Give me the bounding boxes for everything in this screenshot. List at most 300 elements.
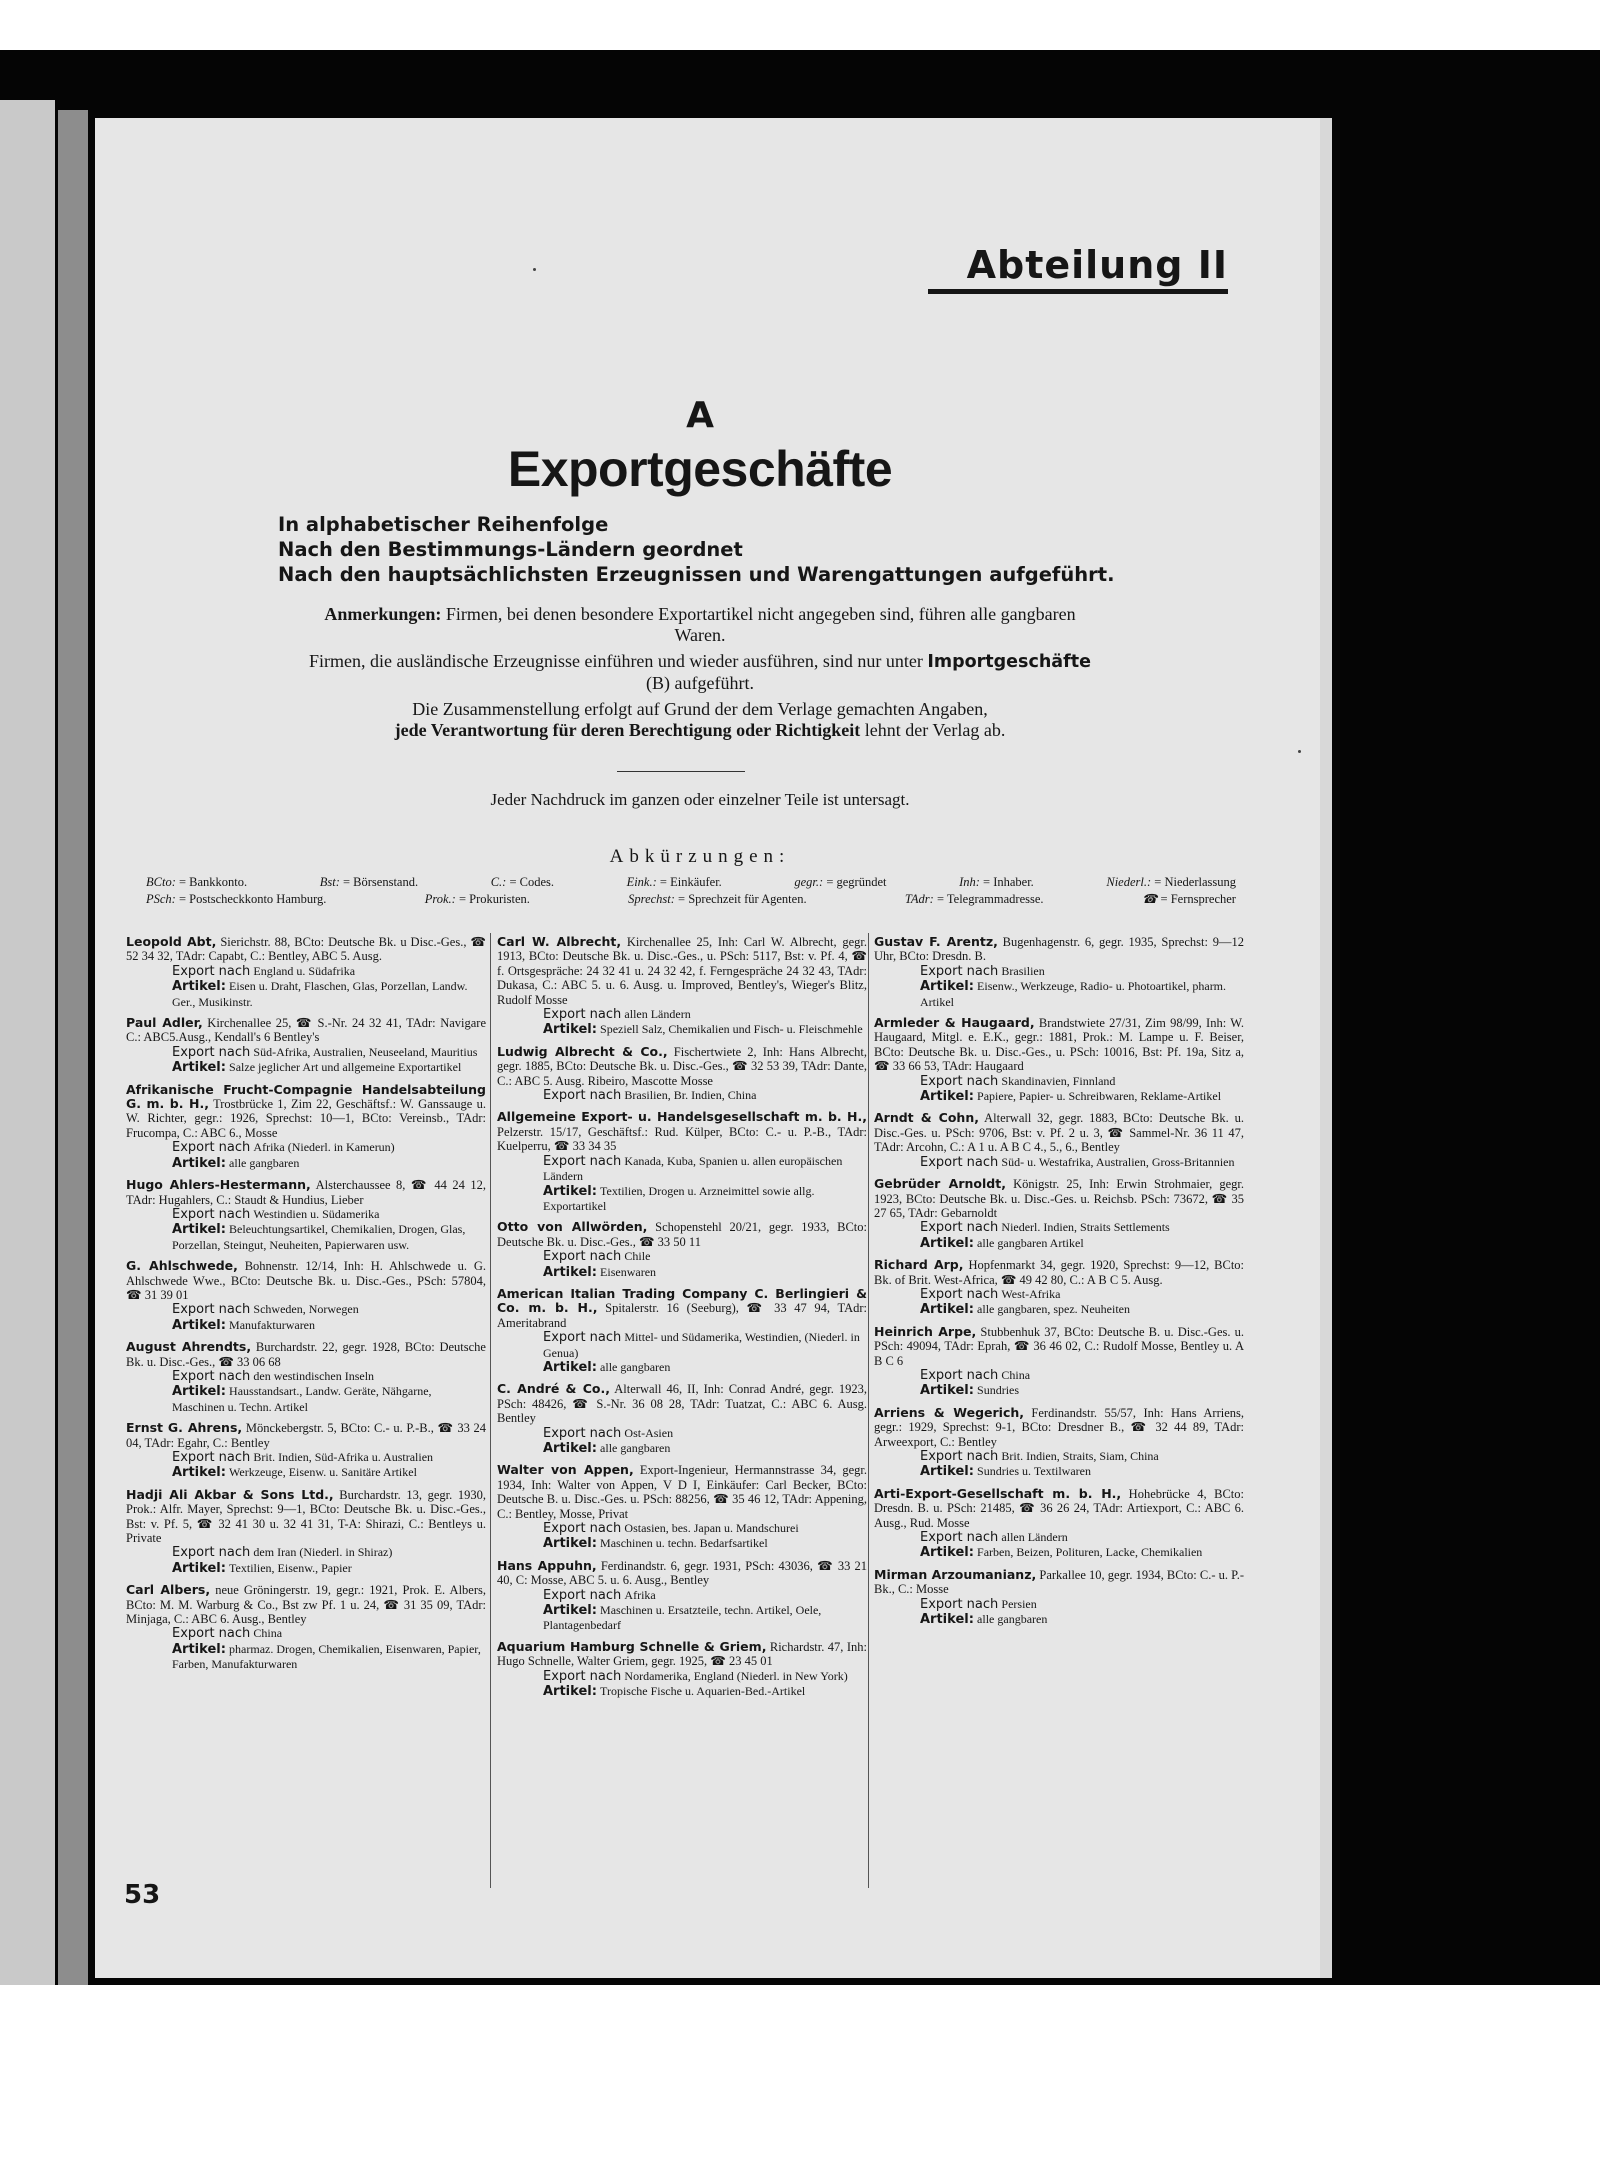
subtitle-block [278, 512, 1178, 587]
article-items: Textilien, Eisenw., Papier [229, 1560, 352, 1575]
company-header [126, 1421, 486, 1450]
export-label: Export nach [172, 1368, 251, 1384]
article-list [126, 1318, 486, 1333]
export-label: Export nach [172, 963, 251, 979]
article-list [126, 1561, 486, 1576]
article-items: Beleuchtungsartikel, Chemikalien, Drogen, Glas, Porzellan, Steingut, Neuheiten, Papierwaren usw. [172, 1222, 466, 1252]
company-name: Mirman Arzoumanianz, [874, 1566, 1037, 1582]
column-divider [868, 933, 869, 1888]
article-list [874, 1302, 1244, 1317]
company-header [497, 1045, 867, 1088]
export-countries: Kanada, Kuba, Spanien u. allen europäischen Ländern [543, 1153, 843, 1184]
article-items: alle gangbaren Artikel [977, 1235, 1084, 1250]
export-label: Export nach [543, 1587, 622, 1603]
company-header [497, 1463, 867, 1521]
article-list [874, 1464, 1244, 1479]
company-entry [497, 1382, 867, 1456]
export-destinations [126, 1302, 486, 1317]
export-label: Export nach [172, 1545, 251, 1561]
article-label: Artikel: [920, 979, 974, 995]
company-entry [126, 1340, 486, 1414]
company-header [874, 935, 1244, 964]
company-header [874, 1177, 1244, 1220]
export-countries: Ost-Asien [624, 1425, 674, 1440]
article-label: Artikel: [543, 1359, 597, 1375]
article-label: Artikel: [543, 1022, 597, 1038]
export-label: Export nach [920, 1286, 999, 1302]
export-countries: Mittel- und Südamerika, Westindien, (Niederl. in Genua) [543, 1330, 860, 1360]
export-label: Export nach [172, 1044, 251, 1060]
section-heading-text: Abteilung II [966, 243, 1228, 287]
export-destinations [874, 1220, 1244, 1235]
article-label: Artikel: [920, 1302, 974, 1318]
article-label: Artikel: [543, 1441, 597, 1456]
note-3b: jede Verantwortung für deren Berechtigung oder Richtigkeit [394, 720, 861, 740]
export-destinations [126, 1369, 486, 1384]
company-name: Allgemeine Export- u. Handelsgesellschaft m. b. H., [497, 1109, 867, 1125]
company-entry [126, 1178, 486, 1252]
abbreviation-item [146, 891, 326, 908]
article-list [126, 1384, 486, 1414]
abbreviation-item [628, 891, 806, 908]
article-list [874, 1236, 1244, 1251]
subtitle-line: Nach den hauptsächlichsten Erzeugnissen und Warengattungen aufgeführt. [278, 563, 1115, 586]
export-label: Export nach [543, 1088, 622, 1104]
article-items: Werkzeuge, Eisenw. u. Sanitäre Artikel [229, 1465, 417, 1480]
company-details: Burchardstr. 13, gegr. 1930, Prok.: Alfr. Mayer, Sprechst: 9—1, BCto: Deutsche Bk. u. Disc.-Ges., Bst: v. Pf. 5, ☎ 32 41 30 u. 32 41 31, T-A: Shirazi, C.: Bentleys u. Private [126, 1487, 487, 1546]
company-name: Hugo Ahlers-Hestermann, [126, 1177, 311, 1193]
notes-label: Anmerkungen: [324, 604, 442, 624]
company-name: Arndt & Cohn, [874, 1110, 979, 1126]
company-entry [497, 1463, 867, 1551]
article-items: Eisenwaren [600, 1264, 657, 1279]
entries-column-1 [126, 935, 486, 1679]
export-countries: Ostasien, bes. Japan u. Mandschurei [624, 1521, 799, 1536]
page-title: Exportgeschäfte [507, 441, 893, 497]
abbreviation-meaning: = Postscheckkonto Hamburg. [178, 892, 327, 906]
separator-line [617, 771, 745, 772]
company-name: Gustav F. Arentz, [874, 934, 998, 949]
article-list [874, 1612, 1244, 1627]
export-destinations [874, 1074, 1244, 1089]
company-entry [874, 1325, 1244, 1399]
export-label: Export nach [543, 1249, 622, 1265]
abbreviation-key: Eink.: [626, 875, 657, 889]
abbreviation-key: Inh: [959, 875, 980, 889]
article-label: Artikel: [920, 1612, 974, 1628]
article-items: Maschinen u. Ersatzteile, techn. Artikel, Oele, Plantagenbedarf [543, 1603, 822, 1633]
article-items: alle gangbaren [977, 1612, 1048, 1627]
export-countries: allen Ländern [1001, 1530, 1068, 1545]
company-entry [874, 1111, 1244, 1170]
article-list [126, 1156, 486, 1171]
article-list [497, 1441, 867, 1456]
notes-block [300, 604, 1100, 746]
company-name: G. Ahlschwede, [126, 1258, 238, 1274]
subtitle-line: In alphabetischer Reihenfolge [278, 513, 609, 536]
reprint-notice: Jeder Nachdruck im ganzen oder einzelner Teile ist untersagt. [490, 790, 910, 809]
section-letter: A [686, 395, 714, 436]
article-list [497, 1022, 867, 1037]
abbreviation-key: BCto: [146, 875, 176, 889]
article-items: Papiere, Papier- u. Schreibwaren, Reklame-Artikel [977, 1089, 1222, 1104]
section-heading [928, 243, 1228, 294]
abbreviation-item [1106, 874, 1236, 891]
company-details: Königstr. 25, Inh: Erwin Strohmaier, gegr. 1923, BCto: Deutsche Bk. u. Disc.-Ges. u. Reichsb. PSch: 73672, ☎ 35 27 65, TAdr: Gebarnoldt [874, 1177, 1244, 1220]
company-name: Carl Albers, [126, 1582, 211, 1598]
export-countries: China [253, 1626, 283, 1641]
export-destinations [497, 1007, 867, 1022]
company-entry [874, 935, 1244, 1009]
export-label: Export nach [543, 1521, 622, 1537]
article-items: Sundries [977, 1383, 1020, 1398]
article-list [497, 1360, 867, 1375]
book-spine-shadow [58, 110, 88, 1985]
export-countries: Schweden, Norwegen [253, 1302, 359, 1317]
company-entry [497, 1110, 867, 1213]
company-details: Spitalerstr. 16 (Seeburg), ☎ 33 47 94, TAdr: Ameritabrand [497, 1301, 867, 1330]
article-items: Eisenw., Werkzeuge, Radio- u. Photoartikel, pharm. Artikel [920, 979, 1227, 1009]
company-header [497, 1220, 867, 1249]
export-destinations [497, 1521, 867, 1536]
article-list [126, 1642, 486, 1672]
article-list [126, 979, 486, 1009]
company-entry [126, 1583, 486, 1671]
abbreviation-key: gegr.: [794, 875, 824, 889]
export-destinations [874, 1597, 1244, 1612]
export-label: Export nach [920, 1073, 999, 1089]
company-name: August Ahrendts, [126, 1339, 252, 1355]
article-label: Artikel: [172, 1641, 226, 1657]
abbreviation-item [905, 891, 1044, 908]
abbreviation-item [320, 874, 418, 891]
abbreviation-key: Niederl.: [1106, 875, 1152, 889]
export-label: Export nach [920, 1530, 999, 1546]
company-header [126, 935, 486, 964]
company-details: Kirchenallee 25, ☎ S.-Nr. 24 32 41, TAdr: Navigare C.: ABC5.Ausg., Kendall's 6 Bentley's [126, 1016, 486, 1045]
export-label: Export nach [543, 1668, 622, 1684]
company-header [874, 1487, 1244, 1530]
article-items: Hausstandsart., Landw. Geräte, Nähgarne, Maschinen u. Techn. Artikel [172, 1384, 432, 1414]
article-items: Eisen u. Draht, Flaschen, Glas, Porzellan, Landw. Ger., Musikinstr. [172, 979, 468, 1009]
company-entry [497, 1559, 867, 1633]
company-header [497, 1382, 867, 1425]
abbreviation-meaning: = Inhaber. [983, 875, 1034, 889]
company-details: Kirchenallee 25, Inh: Carl W. Albrecht, gegr. 1913, BCto: Deutsche Bk. u. Disc.-Ges., u. PSch: 5117, Bst: v. Pf. 4, ☎ f. Ortsgespräche: 24 32 41 u. 24 32 42, f. Ferngespräche 24 32 43, TAdr: Dukasa, C.: ABC 5. u. 6. Ausg. u. Improved, Bentley's, Wieger's Blitz, Rudolf Mosse [497, 935, 867, 1007]
company-entry [497, 1045, 867, 1104]
abbreviation-item [491, 874, 554, 891]
abbreviation-meaning: = Bankkonto. [178, 875, 248, 889]
company-entry [874, 1568, 1244, 1628]
article-items: Salze jeglicher Art und allgemeine Exportartikel [229, 1060, 462, 1075]
company-name: American Italian Trading Company C. Berlingieri & Co. m. b. H., [497, 1285, 867, 1316]
abbreviation-meaning: = Einkäufer. [659, 875, 722, 889]
abbreviation-key: C.: [490, 875, 507, 889]
export-destinations [497, 1669, 867, 1684]
article-label: Artikel: [920, 1235, 974, 1251]
abbreviation-meaning: = Niederlassung [1154, 875, 1236, 889]
article-label: Artikel: [543, 1264, 597, 1280]
export-destinations [126, 1450, 486, 1465]
company-header [497, 935, 867, 1007]
article-label: Artikel: [920, 1464, 974, 1480]
article-items: Textilien, Drogen u. Arzneimittel sowie allg. Exportartikel [543, 1183, 815, 1213]
company-details: Bohnenstr. 12/14, Inh: H. Ahlschwede u. G. Ahlschwede Wwe., BCto: Deutsche Bk. u. Disc.-Ges., PSch: 57804, ☎ 31 39 01 [126, 1259, 486, 1302]
company-details: Burchardstr. 22, gegr. 1928, BCto: Deutsche Bk. u. Disc.-Ges., ☎ 33 06 68 [126, 1340, 486, 1369]
article-items: alle gangbaren [229, 1155, 300, 1170]
abbreviation-key: Prok.: [424, 892, 456, 906]
abbreviation-key: PSch: [146, 892, 176, 906]
export-countries: China [1001, 1367, 1031, 1382]
note-2a: Firmen, die ausländische Erzeugnisse einführen und wieder ausführen, sind nur unter [309, 651, 923, 671]
company-name: C. André & Co., [497, 1381, 610, 1397]
export-label: Export nach [920, 963, 999, 979]
article-label: Artikel: [920, 1089, 974, 1105]
export-label: Export nach [920, 1154, 999, 1170]
abbreviation-item [959, 874, 1034, 891]
company-name: Leopold Abt, [126, 934, 217, 949]
export-destinations [874, 1449, 1244, 1464]
article-items: Manufakturwaren [229, 1317, 316, 1332]
article-items: Speziell Salz, Chemikalien und Fisch- u. Fleischmehle [600, 1022, 863, 1037]
article-label: Artikel: [172, 1155, 226, 1171]
export-label: Export nach [543, 1425, 622, 1441]
company-name: Ludwig Albrecht & Co., [497, 1043, 668, 1059]
company-details: Fischertwiete 2, Inh: Hans Albrecht, gegr. 1885, BCto: Deutsche Bk. u. Disc.-Ges., ☎ 32 53 39, TAdr: Dante, C.: ABC 5. Ausg. Ribeiro, Mascotte Mosse [497, 1044, 868, 1088]
export-label: Export nach [920, 1220, 999, 1236]
company-details: Trostbrücke 1, Zim 22, Geschäftsf.: W. Ganssauge u. W. Richter, gegr.: 1926, Sprechst: 10—1, BCto: Vereinsb., TAdr: Frucompa, C.: ABC 6., Mosse [126, 1097, 486, 1140]
company-header [497, 1110, 867, 1153]
article-list [497, 1684, 867, 1699]
abbreviation-item [425, 891, 530, 908]
export-destinations [874, 1530, 1244, 1545]
abbreviations-title: Abkürzungen: [609, 846, 791, 867]
article-list [126, 1060, 486, 1075]
article-label: Artikel: [172, 1317, 226, 1333]
scan-speck [533, 268, 536, 271]
subtitle-line: Nach den Bestimmungs-Ländern geordnet [278, 538, 743, 561]
note-3c: lehnt der Verlag ab. [864, 720, 1006, 740]
export-countries: Afrika (Niederl. in Kamerun) [253, 1140, 395, 1155]
article-items: alle gangbaren [600, 1359, 671, 1374]
company-header [874, 1325, 1244, 1368]
company-name: Afrikanische Frucht-Compagnie Handelsabteilung G. m. b. H., [126, 1081, 486, 1112]
abbreviation-key: Sprechst: [628, 892, 675, 906]
company-header [126, 1583, 486, 1626]
export-destinations [497, 1249, 867, 1264]
page-number: 53 [124, 1880, 161, 1910]
abbreviations-row [146, 874, 1236, 891]
export-destinations [497, 1154, 867, 1184]
export-countries: Skandinavien, Finnland [1001, 1073, 1116, 1088]
export-destinations [126, 1545, 486, 1560]
abbreviation-item [627, 874, 722, 891]
company-entry [874, 1177, 1244, 1251]
export-countries: den westindischen Inseln [253, 1368, 375, 1383]
note-3a: Die Zusammenstellung erfolgt auf Grund der dem Verlage gemachten Angaben, [412, 699, 988, 719]
company-name: Heinrich Arpe, [874, 1323, 977, 1339]
company-details: Alterwall 46, II, Inh: Conrad André, gegr. 1923, PSch: 48426, ☎ S.-Nr. 36 08 28, TAdr: Tuatzat, C.: ABC 6. Ausg. Bentley [497, 1382, 867, 1426]
export-label: Export nach [543, 1330, 622, 1346]
article-items: pharmaz. Drogen, Chemikalien, Eisenwaren, Papier, Farben, Manufakturwaren [172, 1641, 481, 1672]
abbreviation-meaning: = Telegrammadresse. [936, 892, 1044, 906]
company-details: Stubbenhuk 37, BCto: Deutsche B. u. Disc.-Ges. u. PSch: 49094, TAdr: Eprah, ☎ 36 46 02, C.: Rudolf Mosse, Bentley u. A B C 6 [874, 1324, 1244, 1368]
article-list [126, 1465, 486, 1480]
export-label: Export nach [172, 1302, 251, 1318]
article-list [497, 1265, 867, 1280]
export-countries: Nordamerika, England (Niederl. in New York) [624, 1668, 848, 1683]
article-items: Farben, Beizen, Polituren, Lacke, Chemikalien [977, 1545, 1203, 1560]
company-name: Gebrüder Arnoldt, [874, 1176, 1006, 1192]
company-entry [126, 1016, 486, 1076]
export-countries: dem Iran (Niederl. in Shiraz) [253, 1545, 393, 1560]
export-destinations [874, 1155, 1244, 1170]
export-destinations [126, 1045, 486, 1060]
article-label: Artikel: [920, 1383, 974, 1399]
article-label: Artikel: [543, 1183, 597, 1199]
article-list [497, 1184, 867, 1214]
export-countries: Chile [624, 1249, 651, 1264]
abbreviations-row [146, 891, 1236, 908]
export-label: Export nach [172, 1626, 251, 1642]
company-entry [874, 1016, 1244, 1104]
column-divider [490, 933, 491, 1888]
export-destinations [497, 1588, 867, 1603]
export-label: Export nach [172, 1206, 251, 1222]
article-label: Artikel: [172, 1560, 226, 1576]
abbreviation-meaning: = Prokuristen. [458, 892, 530, 906]
company-header [126, 1178, 486, 1207]
export-label: Export nach [920, 1596, 999, 1612]
company-entry [497, 1640, 867, 1700]
abbreviation-item [794, 874, 886, 891]
article-label: Artikel: [172, 1465, 226, 1481]
company-details: Pelzerstr. 15/17, Geschäftsf.: Rud. Külper, BCto: C.- u. P.-B., TAdr: Kuelperru, ☎ 33 34 35 [497, 1124, 867, 1154]
company-header [126, 1016, 486, 1045]
company-name: Hans Appuhn, [497, 1557, 597, 1573]
company-header [126, 1259, 486, 1302]
company-name: Walter von Appen, [497, 1462, 634, 1478]
export-destinations [497, 1330, 867, 1360]
book-spine-edge [0, 100, 55, 1985]
export-label: Export nach [920, 1449, 999, 1464]
abbreviation-meaning: = gegründet [826, 875, 887, 889]
company-name: Arriens & Wegerich, [874, 1404, 1025, 1420]
article-label: Artikel: [172, 1384, 226, 1400]
abbreviation-key: TAdr: [904, 892, 934, 906]
export-countries: Westindien u. Südamerika [253, 1206, 380, 1221]
abbreviation-key: Bst: [319, 875, 340, 889]
company-details: Alsterchaussee 8, ☎ 44 24 12, TAdr: Hugahlers, C.: Staudt & Hundius, Lieber [126, 1178, 486, 1207]
company-header [874, 1016, 1244, 1074]
company-header [497, 1559, 867, 1588]
export-destinations [497, 1088, 867, 1103]
company-header [126, 1083, 486, 1141]
abbreviation-item [146, 874, 247, 891]
article-label: Artikel: [543, 1603, 597, 1619]
article-label: Artikel: [920, 1545, 974, 1561]
company-details: Richardstr. 47, Inh: Hugo Schnelle, Walter Griem, gegr. 1925, ☎ 23 45 01 [497, 1639, 868, 1669]
export-countries: Afrika [624, 1587, 656, 1602]
entries-column-3 [874, 935, 1244, 1634]
abbreviation-meaning: = Sprechzeit für Agenten. [678, 892, 807, 906]
article-items: alle gangbaren [600, 1441, 671, 1455]
company-name: Paul Adler, [126, 1015, 203, 1031]
export-destinations [874, 1287, 1244, 1302]
company-details: Schopenstehl 20/21, gegr. 1933, BCto: Deutsche Bk. u. Disc.-Ges., ☎ 33 50 11 [497, 1220, 868, 1249]
company-name: Arti-Export-Gesellschaft m. b. H., [874, 1485, 1122, 1501]
company-name: Hadji Ali Akbar & Sons Ltd., [126, 1486, 334, 1502]
company-name: Ernst G. Ahrens, [126, 1420, 243, 1436]
export-countries: Persien [1001, 1596, 1037, 1611]
company-entry [497, 1287, 867, 1375]
abbreviations-legend [146, 874, 1236, 908]
article-list [874, 979, 1244, 1009]
article-label: Artikel: [543, 1536, 597, 1552]
company-entry [126, 1488, 486, 1576]
company-entry [126, 1421, 486, 1481]
company-header [497, 1287, 867, 1330]
company-details: Sierichstr. 88, BCto: Deutsche Bk. u Disc.-Ges., ☎ 52 34 32, TAdr: Capabt, C.: Bentley, ABC 5. Ausg. [126, 935, 486, 964]
company-details: neue Gröningerstr. 19, gegr.: 1921, Prok. E. Albers, BCto: M. M. Warburg & Co., Bst zw Pf. 1 u. 24, ☎ 31 35 09, TAdr: Minjaga, C.: ABC 6. Ausg., Bentley [126, 1583, 486, 1627]
export-countries: Brasilien [1001, 963, 1045, 978]
export-countries: Süd- u. Westafrika, Australien, Gross-Britannien [1001, 1154, 1235, 1169]
company-details: Hohebrücke 4, BCto: Dresdn. B. u. PSch: 21485, ☎ 36 26 24, TAdr: Artiexport, C.: ABC 6. Ausg., Rud. Mosse [874, 1486, 1244, 1530]
company-name: Carl W. Albrecht, [497, 934, 622, 949]
export-label: Export nach [543, 1153, 622, 1169]
export-destinations [874, 964, 1244, 979]
article-label: Artikel: [172, 1060, 226, 1076]
article-label: Artikel: [172, 979, 226, 995]
company-details: Brandstwiete 27/31, Zim 98/99, Inh: W. Haugaard, Mitgl. e. E.K., gegr.: 1881, Prok.: M. Lampe u. F. Beiser, BCto: Deutsche Bk. u. Disc.-Ges., u. PSch: 10016, Bst: Pf. 19a, Sitz a, ☎ 33 66 53, TAdr: Haugaard [874, 1016, 1245, 1074]
article-label: Artikel: [543, 1684, 597, 1700]
note-2-importgeschaefte: Importgeschäfte [927, 652, 1091, 672]
scan-speck [1298, 750, 1301, 753]
export-destinations [126, 1626, 486, 1641]
company-entry [497, 935, 867, 1038]
company-header [874, 1568, 1244, 1597]
abbreviation-meaning: = Fernsprecher [1160, 892, 1236, 906]
company-entry [126, 935, 486, 1009]
export-destinations [126, 1207, 486, 1222]
export-countries: Süd-Afrika, Australien, Neuseeland, Mauritius [253, 1044, 478, 1059]
article-list [874, 1545, 1244, 1560]
company-header [874, 1111, 1244, 1154]
export-countries: Brasilien, Br. Indien, China [624, 1088, 757, 1103]
company-details: Export-Ingenieur, Hermannstrasse 34, gegr. 1934, Inh: Walter von Appen, V D I, Einkäufer: Carl Becker, BCto: Deutsche B. u. Disc.-Ges. u. PSch: 88256, ☎ 35 46 12, TAdr: Appening, C.: Bentley, Mosse, Privat [497, 1463, 867, 1521]
company-header [497, 1640, 867, 1669]
export-countries: West-Afrika [1001, 1286, 1061, 1301]
company-entry [874, 1406, 1244, 1480]
article-items: Tropische Fische u. Aquarien-Bed.-Artikel [600, 1684, 806, 1699]
company-name: Otto von Allwörden, [497, 1219, 648, 1235]
article-items: alle gangbaren, spez. Neuheiten [977, 1302, 1130, 1317]
company-details: Alterwall 32, gegr. 1883, BCto: Deutsche Bk. u. Disc.-Ges. u. PSch: 9706, Bst: v. Pf. 2 u. 3, ☎ Sammel-Nr. 36 11 47, TAdr: Arcohn, C.: A 1 u. A B C 4., 5., 6., Bentley [874, 1111, 1244, 1155]
company-entry [874, 1258, 1244, 1318]
export-label: Export nach [543, 1007, 622, 1023]
article-list [126, 1222, 486, 1252]
company-name: Aquarium Hamburg Schnelle & Griem, [497, 1638, 767, 1654]
company-details: Ferdinandstr. 6, gegr. 1931, PSch: 43036, ☎ 33 21 40, C: Mosse, ABC 5. u. 6. Ausg., Bentley [497, 1558, 868, 1588]
company-details: Hopfenmarkt 34, gegr. 1920, Sprechst: 9—12, BCto: Bk. of Brit. West-Africa, ☎ 49 42 80, C.: A B C 5. Ausg. [874, 1258, 1245, 1287]
export-destinations [497, 1426, 867, 1441]
company-entry [874, 1487, 1244, 1561]
company-header [874, 1258, 1244, 1287]
abbreviation-meaning: = Codes. [509, 875, 554, 889]
company-name: Richard Arp, [874, 1257, 964, 1273]
company-name: Armleder & Haugaard, [874, 1015, 1035, 1031]
company-header [874, 1406, 1244, 1449]
